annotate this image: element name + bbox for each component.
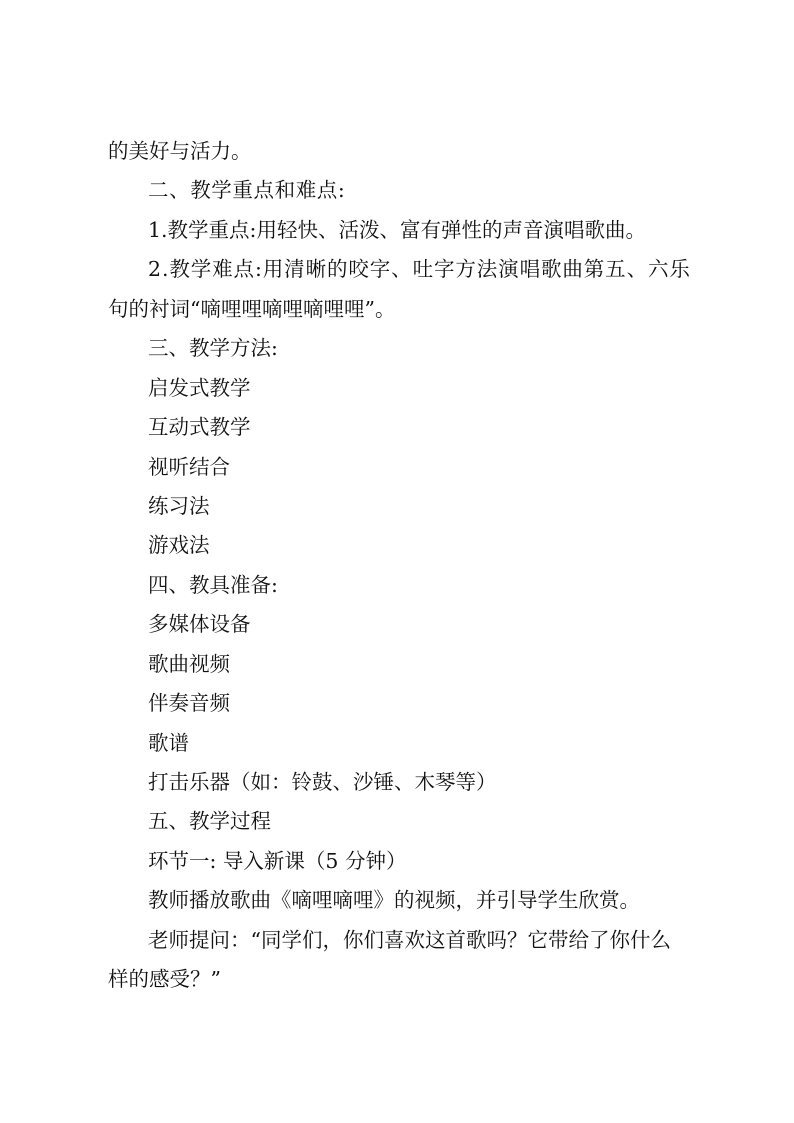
list-item: 练习法 [148,493,210,518]
list-item: 打击乐器（如：铃鼓、沙锤、木琴等） [148,770,497,794]
paragraph-line: 老师提问：“同学们，你们喜欢这首歌吗？它带给了你什么 [148,927,671,952]
list-item: 游戏法 [148,533,210,558]
paragraph-line: 教师播放歌曲《嘀哩嘀哩》的视频，并引导学生欣赏。 [148,888,640,913]
list-item: 歌谱 [148,730,189,755]
paragraph-continuation-line: 的美好与活力。 [108,139,252,163]
step-heading: 环节一: 导入新课（5 分钟） [148,848,407,873]
list-item: 启发式教学 [148,375,251,400]
section-heading-key-points: 二、教学重点和难点: [148,178,346,203]
key-point-line: 1.教学重点:用轻快、活泼、富有弹性的声音演唱歌曲。 [148,217,646,242]
section-heading-methods: 三、教学方法: [148,336,278,361]
list-item: 多媒体设备 [148,612,251,637]
section-heading-materials: 四、教具准备: [148,572,278,597]
section-heading-process: 五、教学过程 [148,809,271,834]
difficult-point-line: 2.教学难点:用清晰的咬字、吐字方法演唱歌曲第五、六乐 [148,257,691,282]
difficult-point-continuation-line: 句的衬词“嘀哩哩嘀哩嘀哩哩”。 [108,296,396,321]
list-item: 歌曲视频 [148,651,230,676]
document-body [0,132,794,1000]
list-item: 互动式教学 [148,415,251,440]
paragraph-continuation-line: 样的感受？” [108,967,221,992]
list-item: 伴奏音频 [148,691,230,716]
list-item: 视听结合 [148,454,230,479]
